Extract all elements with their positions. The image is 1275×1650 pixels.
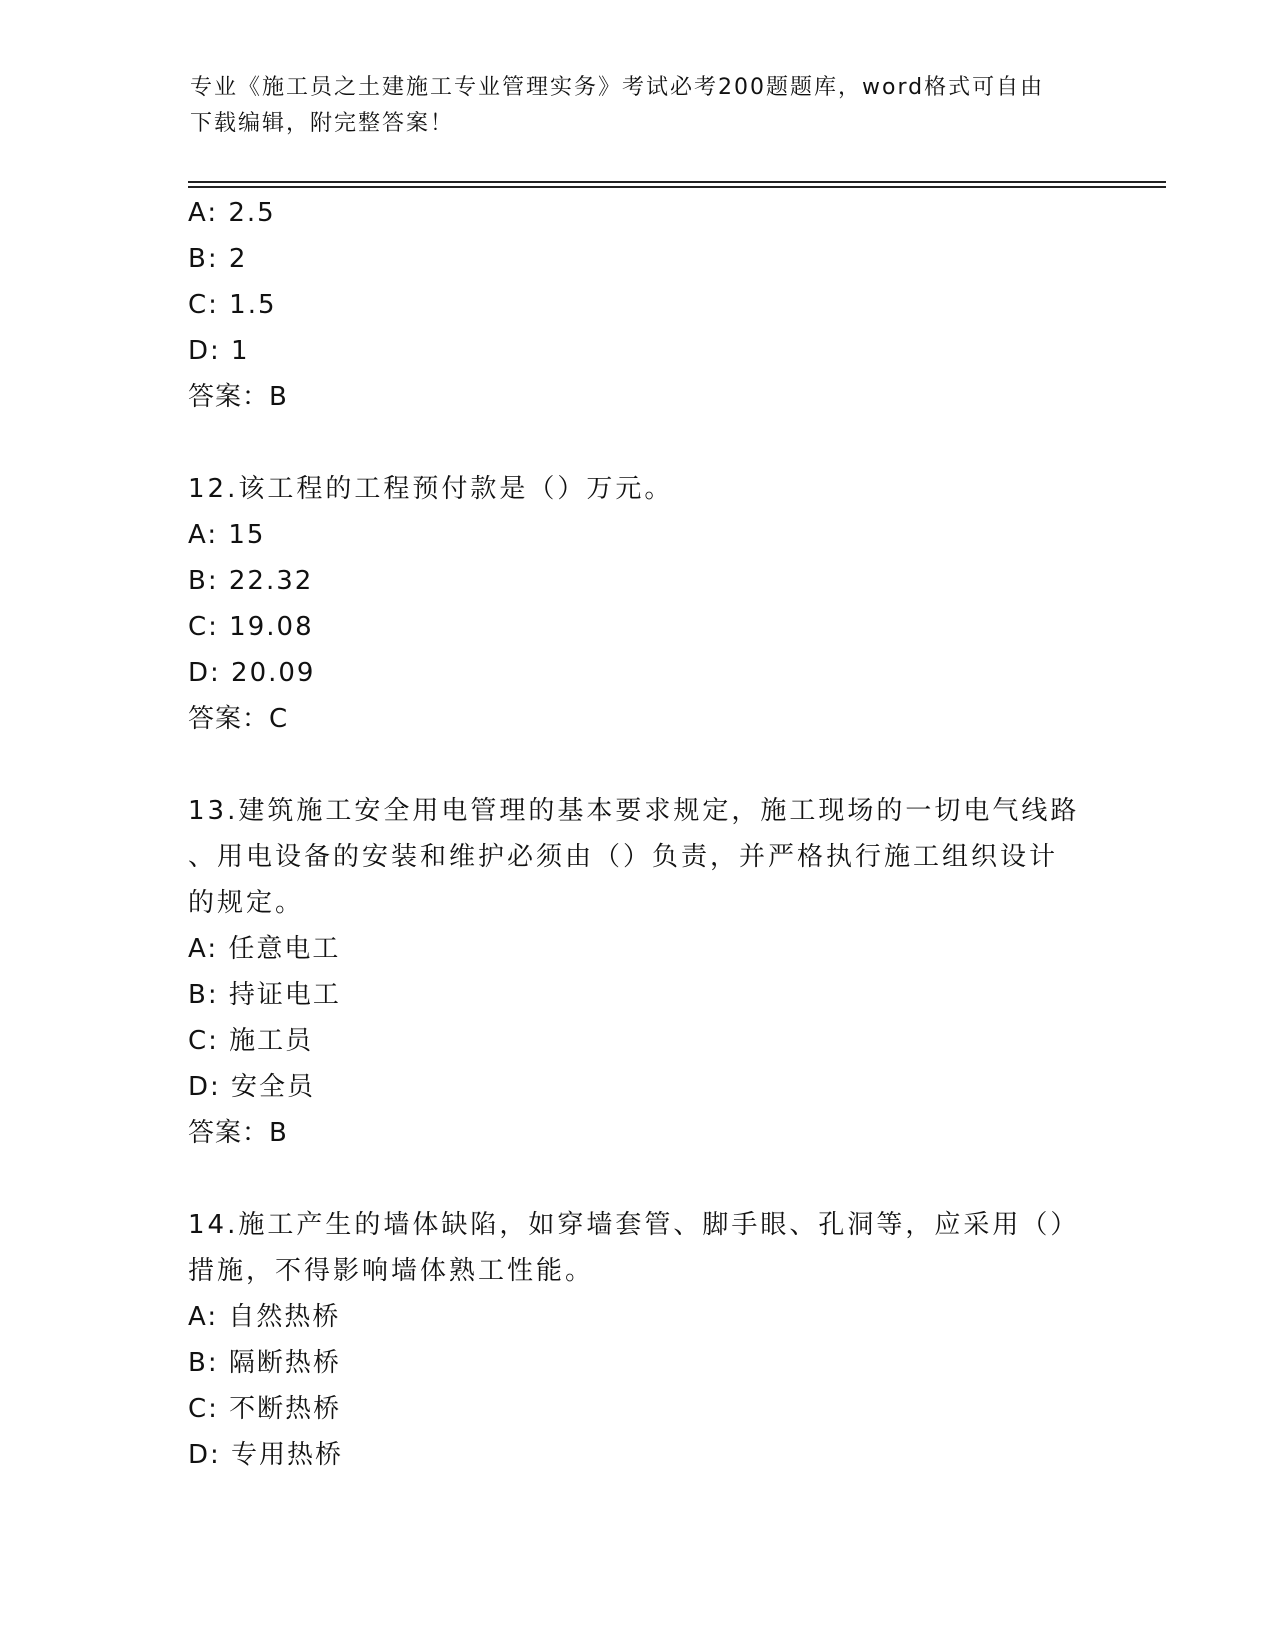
question-list — [188, 190, 1088, 1478]
option-a: A: 15 — [188, 520, 266, 550]
header-divider-top — [188, 181, 1166, 183]
page-header — [190, 70, 1090, 142]
spacer — [188, 420, 1088, 466]
option-a: A: 自然热桥 — [188, 1302, 341, 1332]
header-line-1: 专业《施工员之土建施工专业管理实务》考试必考200题题库，word格式可自由 — [190, 75, 1045, 100]
option-c: C: 不断热桥 — [188, 1394, 342, 1424]
option-a: A: 任意电工 — [188, 934, 341, 964]
question-14 — [188, 1202, 1088, 1478]
question-stem-line-1: 14.施工产生的墙体缺陷，如穿墙套管、脚手眼、孔洞等，应采用（） — [188, 1210, 1080, 1240]
answer: 答案：B — [188, 382, 288, 412]
question-stem: 12.该工程的工程预付款是（）万元。 — [188, 474, 674, 504]
option-b: B: 2 — [188, 244, 248, 274]
option-b: B: 隔断热桥 — [188, 1348, 341, 1378]
option-b: B: 22.32 — [188, 566, 314, 596]
answer: 答案：B — [188, 1118, 288, 1148]
question-12 — [188, 466, 1088, 742]
option-d: D: 20.09 — [188, 658, 316, 688]
question-11 — [188, 190, 1088, 420]
option-d: D: 安全员 — [188, 1072, 316, 1102]
option-c: C: 施工员 — [188, 1026, 314, 1056]
option-a: A: 2.5 — [188, 198, 276, 228]
option-d: D: 1 — [188, 336, 250, 366]
question-stem-line-1: 13.建筑施工安全用电管理的基本要求规定，施工现场的一切电气线路 — [188, 796, 1080, 826]
answer: 答案：C — [188, 704, 289, 734]
spacer — [188, 1156, 1088, 1202]
header-divider-bottom — [188, 186, 1166, 188]
header-line-2: 下载编辑，附完整答案！ — [190, 111, 455, 136]
spacer — [188, 742, 1088, 788]
option-b: B: 持证电工 — [188, 980, 341, 1010]
question-stem-line-2: 、用电设备的安装和维护必须由（）负责，并严格执行施工组织设计 — [188, 842, 1059, 872]
option-c: C: 19.08 — [188, 612, 314, 642]
question-stem-line-3: 的规定。 — [188, 888, 305, 918]
option-d: D: 专用热桥 — [188, 1440, 344, 1470]
question-13 — [188, 788, 1088, 1156]
option-c: C: 1.5 — [188, 290, 277, 320]
question-stem-line-2: 措施，不得影响墙体熟工性能。 — [188, 1256, 595, 1286]
